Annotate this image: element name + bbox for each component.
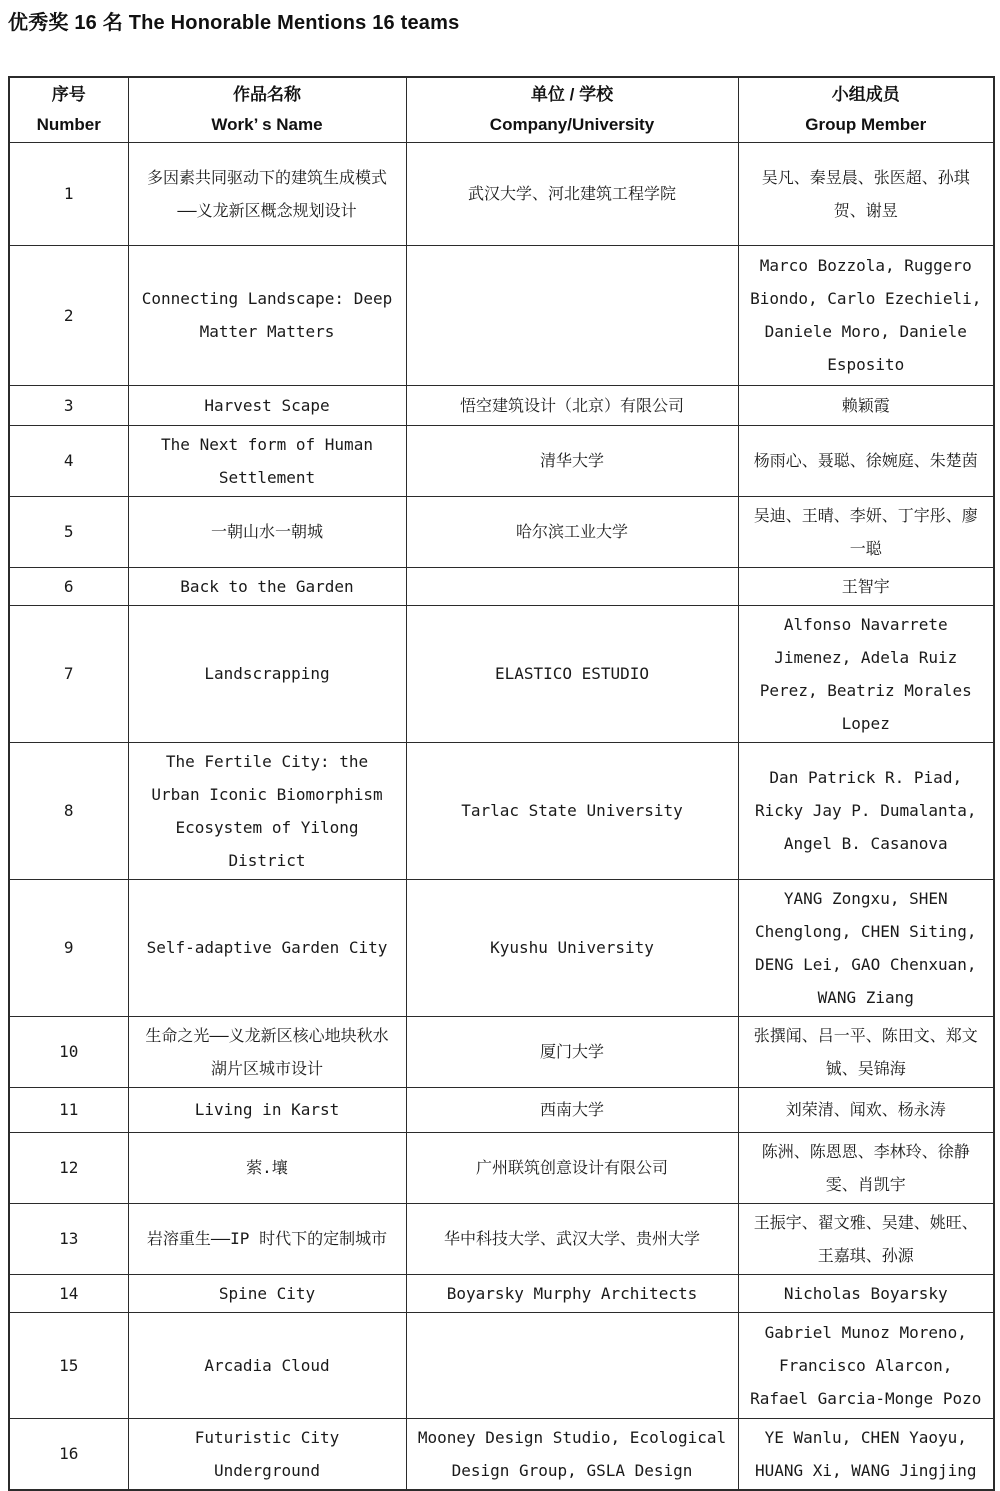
company-cell: 广州联筑创意设计有限公司 bbox=[406, 1132, 738, 1203]
members-cell: 陈洲、陈恩恩、李林玲、徐静雯、肖凯宇 bbox=[738, 1132, 994, 1203]
table-row bbox=[9, 605, 994, 742]
number-cell: 3 bbox=[9, 385, 128, 425]
number-cell: 14 bbox=[9, 1274, 128, 1312]
company-cell: 西南大学 bbox=[406, 1087, 738, 1132]
table-row bbox=[9, 1203, 994, 1274]
table-row bbox=[9, 879, 994, 1016]
col-header-members-zh: 小组成员 bbox=[831, 85, 900, 104]
work-name-cell: Spine City bbox=[128, 1274, 406, 1312]
table-row bbox=[9, 1418, 994, 1490]
table-row bbox=[9, 245, 994, 385]
work-name-cell: Back to the Garden bbox=[128, 567, 406, 605]
work-name-cell: 多因素共同驱动下的建筑生成模式——义龙新区概念规划设计 bbox=[128, 142, 406, 245]
members-cell: Gabriel Munoz Moreno, Francisco Alarcon, Rafael Garcia-Monge Pozo bbox=[738, 1312, 994, 1418]
members-cell: YE Wanlu, CHEN Yaoyu, HUANG Xi, WANG Jingjing bbox=[738, 1418, 994, 1490]
members-cell: 张撰闻、吕一平、陈田文、郑文铖、吴锦海 bbox=[738, 1016, 994, 1087]
work-name-cell: Futuristic City Underground bbox=[128, 1418, 406, 1490]
number-cell: 12 bbox=[9, 1132, 128, 1203]
col-header-work-name bbox=[128, 77, 406, 142]
company-cell: 武汉大学、河北建筑工程学院 bbox=[406, 142, 738, 245]
company-cell: 哈尔滨工业大学 bbox=[406, 496, 738, 567]
table-body bbox=[9, 142, 994, 1490]
col-header-work-name-en: Work’ s Name bbox=[211, 114, 323, 134]
company-cell: 厦门大学 bbox=[406, 1016, 738, 1087]
number-cell: 2 bbox=[9, 245, 128, 385]
work-name-cell: The Next form of Human Settlement bbox=[128, 425, 406, 496]
members-cell: Dan Patrick R. Piad, Ricky Jay P. Dumalanta, Angel B. Casanova bbox=[738, 742, 994, 879]
work-name-cell: The Fertile City: the Urban Iconic Biomorphism Ecosystem of Yilong District bbox=[128, 742, 406, 879]
work-name-cell: Living in Karst bbox=[128, 1087, 406, 1132]
members-cell: 赖颖霞 bbox=[738, 385, 994, 425]
members-cell: Alfonso Navarrete Jimenez, Adela Ruiz Perez, Beatriz Morales Lopez bbox=[738, 605, 994, 742]
company-cell: Mooney Design Studio, Ecological Design Group, GSLA Design bbox=[406, 1418, 738, 1490]
number-cell: 4 bbox=[9, 425, 128, 496]
table-row bbox=[9, 496, 994, 567]
number-cell: 8 bbox=[9, 742, 128, 879]
number-cell: 13 bbox=[9, 1203, 128, 1274]
col-header-company-en: Company/University bbox=[489, 114, 655, 134]
members-cell: 杨雨心、聂聪、徐婉庭、朱楚茵 bbox=[738, 425, 994, 496]
members-cell: 吴凡、秦昱晨、张医超、孙琪贺、谢昱 bbox=[738, 142, 994, 245]
number-cell: 9 bbox=[9, 879, 128, 1016]
company-cell: 华中科技大学、武汉大学、贵州大学 bbox=[406, 1203, 738, 1274]
page-title: 优秀奖 16 名 The Honorable Mentions 16 teams bbox=[8, 12, 460, 34]
work-name-cell: 生命之光——义龙新区核心地块秋水湖片区城市设计 bbox=[128, 1016, 406, 1087]
company-cell: 悟空建筑设计（北京）有限公司 bbox=[406, 385, 738, 425]
number-cell: 10 bbox=[9, 1016, 128, 1087]
col-header-members-en: Group Member bbox=[805, 114, 927, 134]
company-cell: 清华大学 bbox=[406, 425, 738, 496]
company-cell bbox=[406, 245, 738, 385]
col-header-work-name-zh: 作品名称 bbox=[233, 85, 301, 104]
company-cell: Kyushu University bbox=[406, 879, 738, 1016]
members-cell: 王智宇 bbox=[738, 567, 994, 605]
number-cell: 1 bbox=[9, 142, 128, 245]
work-name-cell: Self-adaptive Garden City bbox=[128, 879, 406, 1016]
table-row bbox=[9, 1132, 994, 1203]
members-cell: 吴迪、王晴、李妍、丁宇彤、廖一聪 bbox=[738, 496, 994, 567]
col-header-members bbox=[738, 77, 994, 142]
table-row bbox=[9, 567, 994, 605]
members-cell: 刘荣清、闻欢、杨永涛 bbox=[738, 1087, 994, 1132]
table-row bbox=[9, 142, 994, 245]
table-row bbox=[9, 1274, 994, 1312]
col-header-number-en: Number bbox=[36, 114, 101, 134]
number-cell: 6 bbox=[9, 567, 128, 605]
company-cell: Tarlac State University bbox=[406, 742, 738, 879]
members-cell: Nicholas Boyarsky bbox=[738, 1274, 994, 1312]
members-cell: YANG Zongxu, SHEN Chenglong, CHEN Siting, DENG Lei, GAO Chenxuan, WANG Ziang bbox=[738, 879, 994, 1016]
number-cell: 11 bbox=[9, 1087, 128, 1132]
number-cell: 15 bbox=[9, 1312, 128, 1418]
number-cell: 16 bbox=[9, 1418, 128, 1490]
company-cell: ELASTICO ESTUDIO bbox=[406, 605, 738, 742]
work-name-cell: Harvest Scape bbox=[128, 385, 406, 425]
table-row bbox=[9, 425, 994, 496]
header-row bbox=[9, 77, 994, 142]
col-header-number-zh: 序号 bbox=[51, 85, 86, 104]
table-row bbox=[9, 1312, 994, 1418]
col-header-company-zh: 单位 / 学校 bbox=[530, 85, 614, 104]
col-header-number bbox=[9, 77, 128, 142]
table-row bbox=[9, 385, 994, 425]
work-name-cell: Connecting Landscape: Deep Matter Matters bbox=[128, 245, 406, 385]
work-name-cell: 一朝山水一朝城 bbox=[128, 496, 406, 567]
work-name-cell: 萦.壤 bbox=[128, 1132, 406, 1203]
honorable-mentions-table bbox=[8, 76, 995, 1491]
work-name-cell: Arcadia Cloud bbox=[128, 1312, 406, 1418]
members-cell: Marco Bozzola, Ruggero Biondo, Carlo Ezechieli, Daniele Moro, Daniele Esposito bbox=[738, 245, 994, 385]
company-cell bbox=[406, 1312, 738, 1418]
company-cell: Boyarsky Murphy Architects bbox=[406, 1274, 738, 1312]
table-header bbox=[9, 77, 994, 142]
company-cell bbox=[406, 567, 738, 605]
col-header-company bbox=[406, 77, 738, 142]
table-row bbox=[9, 742, 994, 879]
table-row bbox=[9, 1087, 994, 1132]
work-name-cell: Landscrapping bbox=[128, 605, 406, 742]
members-cell: 王振宇、翟文雅、吴建、姚旺、王嘉琪、孙源 bbox=[738, 1203, 994, 1274]
table-row bbox=[9, 1016, 994, 1087]
number-cell: 7 bbox=[9, 605, 128, 742]
work-name-cell: 岩溶重生——IP 时代下的定制城市 bbox=[128, 1203, 406, 1274]
number-cell: 5 bbox=[9, 496, 128, 567]
